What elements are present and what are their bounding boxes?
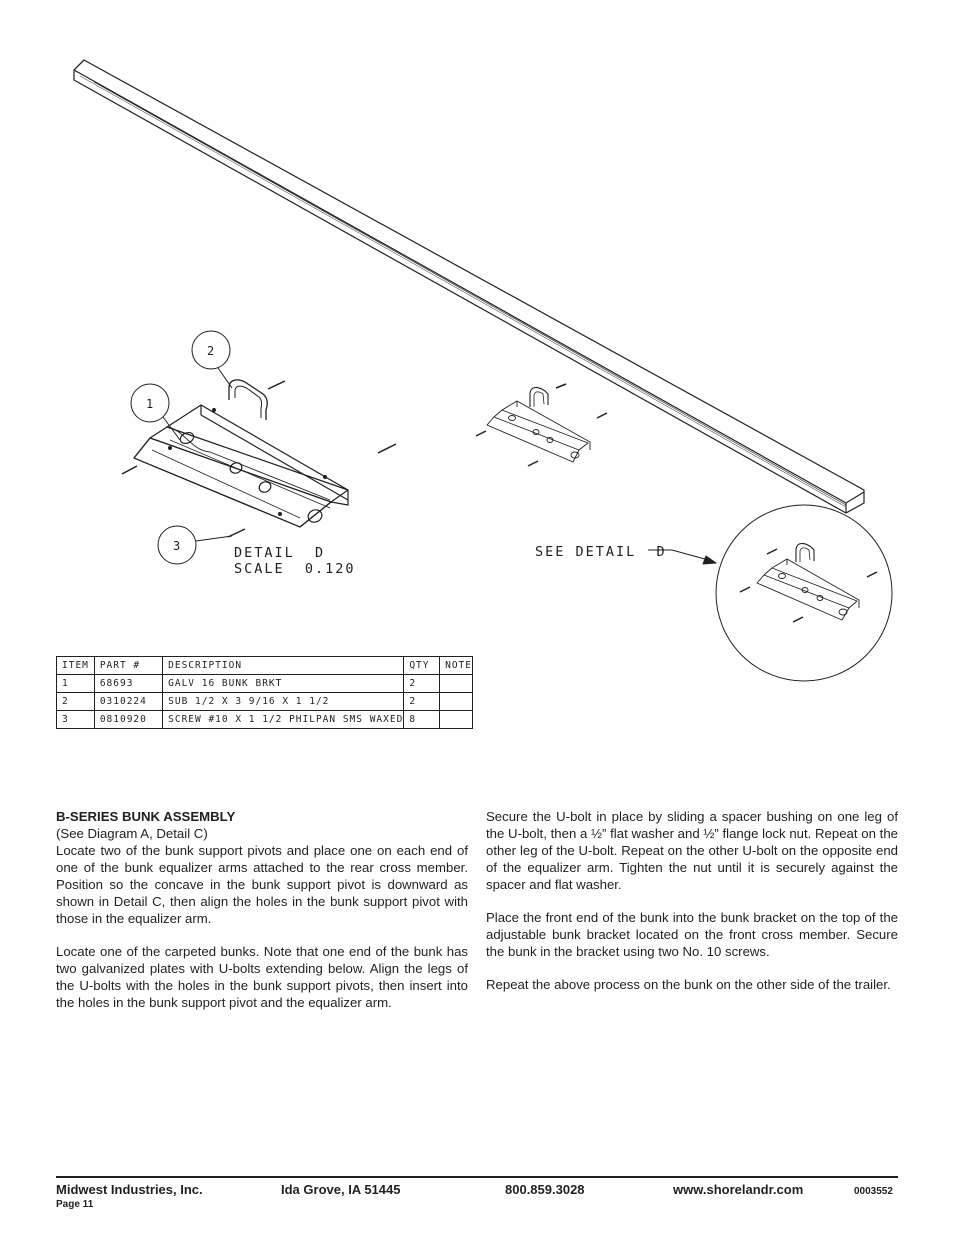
paragraph: Place the front end of the bunk into the bunk bracket on the top of the adjustable bunk bracket located on the front cross member. Secure the bunk in the bracket using two No. 10 screws.: [486, 910, 898, 959]
header-note: NOTE: [440, 657, 473, 675]
cell-description: SUB 1/2 X 3 9/16 X 1 1/2: [163, 693, 404, 711]
detail-scale: SCALE 0.120: [234, 561, 356, 577]
cell-note: [440, 693, 473, 711]
balloon-1-label: 1: [146, 397, 154, 411]
detail-title: DETAIL D: [234, 545, 326, 561]
cell-note: [440, 711, 473, 729]
section-subhead: (See Diagram A, Detail C): [56, 826, 208, 841]
right-column: [486, 808, 898, 1009]
cell-part: 68693: [94, 675, 162, 693]
see-detail-label: SEE DETAIL D: [535, 544, 667, 560]
footer-doc-code: 0003552: [854, 1186, 893, 1197]
parts-table-header: [57, 657, 473, 675]
paragraph: Secure the U-bolt in place by sliding a spacer bushing on one leg of the U-bolt, then a ½” flat washer and ½” flange lock nut. Repeat on the other leg of the U-bolt. Repeat on the other U-bolt on the opposite end of the equalizer arm. Tighten the nut until it is securely against the spacer and flat washer.: [486, 809, 898, 892]
cell-part: 0310224: [94, 693, 162, 711]
cell-description: SCREW #10 X 1 1/2 PHILPAN SMS WAXED: [163, 711, 404, 729]
cell-qty: 2: [404, 675, 440, 693]
footer-phone: 800.859.3028: [505, 1182, 585, 1197]
balloon-2-label: 2: [207, 344, 215, 358]
table-row: [57, 693, 473, 711]
cell-item: 3: [57, 711, 95, 729]
balloon-3-label: 3: [173, 539, 181, 553]
cell-qty: 8: [404, 711, 440, 729]
left-column: [56, 808, 468, 1027]
footer-divider: [56, 1176, 898, 1178]
cell-note: [440, 675, 473, 693]
section-heading: B-SERIES BUNK ASSEMBLY: [56, 809, 236, 824]
table-row: [57, 675, 473, 693]
header-item: ITEM: [57, 657, 95, 675]
header-part: PART #: [94, 657, 162, 675]
header-qty: QTY: [404, 657, 440, 675]
detail-circle: [716, 505, 892, 681]
u-bolt-large: [229, 380, 267, 420]
page-number: Page 11: [56, 1199, 94, 1210]
cell-qty: 2: [404, 693, 440, 711]
footer-city: Ida Grove, IA 51445: [281, 1182, 401, 1197]
cell-part: 0810920: [94, 711, 162, 729]
cell-item: 2: [57, 693, 95, 711]
paragraph: Repeat the above process on the bunk on the other side of the trailer.: [486, 977, 891, 992]
bunk-bracket-large: [134, 405, 348, 527]
bunk-bracket-small: [487, 387, 590, 462]
footer-website: www.shorelandr.com: [673, 1182, 804, 1197]
table-row: [57, 711, 473, 729]
footer-company: Midwest Industries, Inc.: [56, 1182, 203, 1197]
paragraph: Locate one of the carpeted bunks. Note that one end of the bunk has two galvanized plates with U-bolts extending below. Align the legs of the U-bolts with the holes in the bunk support pivots, then insert into the holes in the bunk support pivot and the equalizer arm.: [56, 944, 468, 1010]
cell-description: GALV 16 BUNK BRKT: [163, 675, 404, 693]
paragraph: Locate two of the bunk support pivots and place one on each end of one of the bunk equalizer arms attached to the rear cross member. Position so the concave in the bunk support pivot is downward as shown in Detail C, then align the holes in the bunk support pivot with those in the equalizer arm.: [56, 843, 468, 926]
cell-item: 1: [57, 675, 95, 693]
header-description: DESCRIPTION: [163, 657, 404, 675]
parts-table: [56, 656, 473, 729]
